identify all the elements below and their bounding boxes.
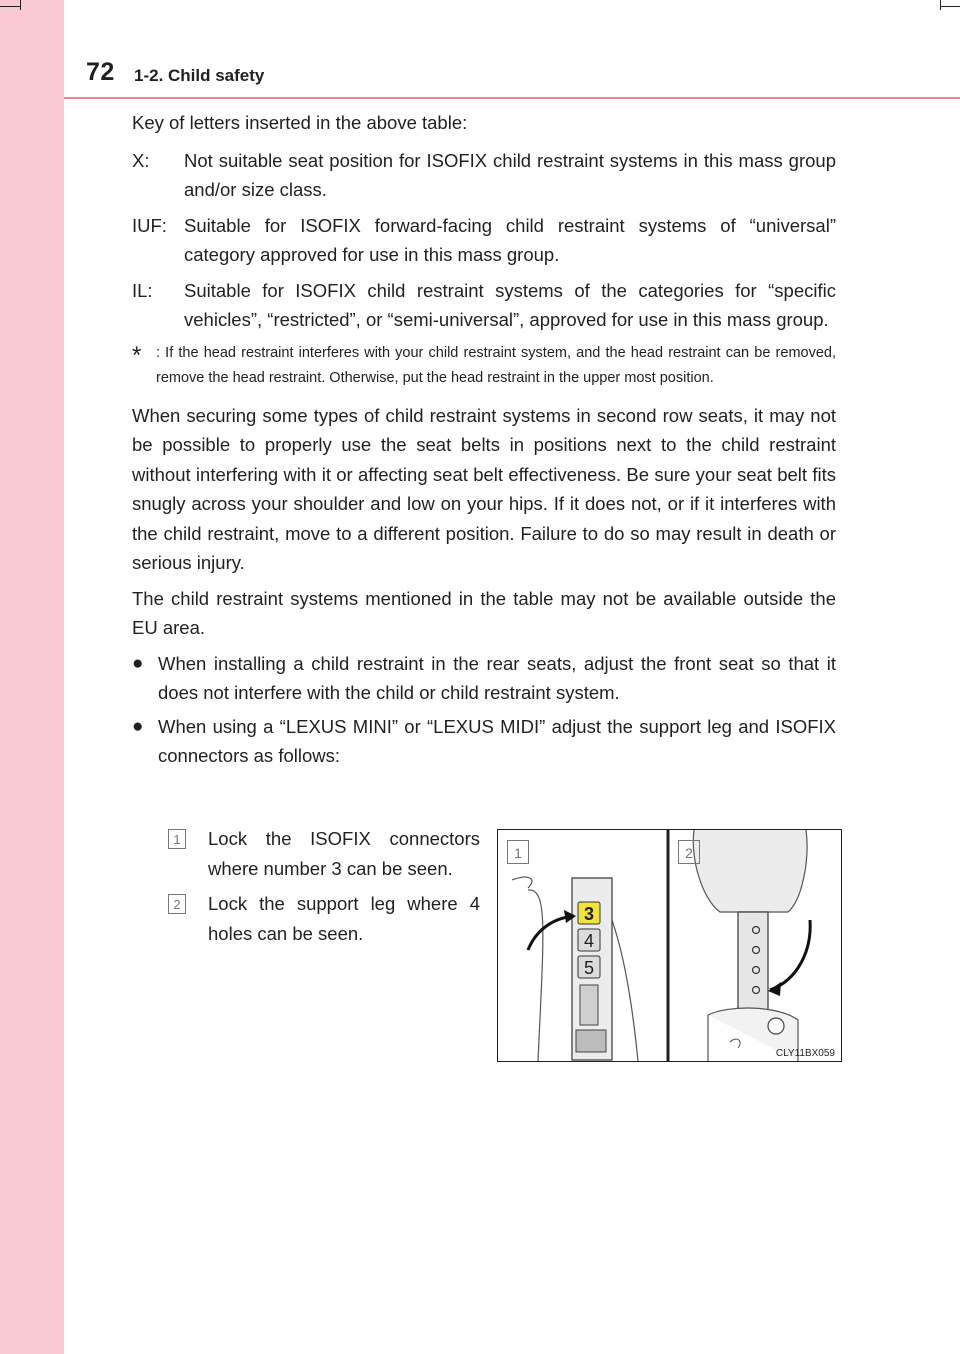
figure-code: CLY11BX059 bbox=[775, 1048, 835, 1059]
step-list bbox=[168, 824, 480, 954]
footnote bbox=[132, 341, 836, 391]
definition-key: IL: bbox=[132, 279, 153, 301]
footnote-text: : If the head restraint interferes with your child restraint system, and the head restraint can be removed, remove the head restraint. Otherwise, put the head restraint in the upper most position. bbox=[156, 344, 836, 386]
definition-key: IUF: bbox=[132, 214, 167, 236]
footnote-asterisk: * bbox=[132, 341, 142, 369]
panel-number-1: 1 bbox=[507, 840, 529, 864]
crop-mark-right-h bbox=[940, 6, 960, 7]
step-text: Lock the support leg where 4 holes can be seen. bbox=[208, 893, 480, 944]
definition-text: Suitable for ISOFIX forward-facing child restraint systems of “universal” category approved for use in this mass group. bbox=[184, 214, 836, 265]
paragraph-eu-availability: The child restraint systems mentioned in the table may not be available outside the EU area. bbox=[132, 587, 836, 638]
key-intro: Key of letters inserted in the above table: bbox=[132, 112, 468, 133]
crop-mark-right bbox=[940, 0, 941, 10]
definition-iuf bbox=[132, 211, 836, 270]
paragraph-seatbelt-warning: When securing some types of child restraint systems in second row seats, it may not be possible to properly use the seat belts in positions next to the child restraint without interfering with it or affecting seat belt effectiveness. Be sure your seat belt fits snugly across your shoulder and low on your hips. If it does not, or if it interferes with the child restraint, move to a different position. Failure to do so may result in death or serious injury. bbox=[132, 404, 836, 573]
definition-text: Not suitable seat position for ISOFIX child restraint systems in this mass group and/or size class. bbox=[184, 149, 836, 200]
bullet-text: When installing a child restraint in the rear seats, adjust the front seat so that it does not interfere with the child or child restraint system. bbox=[158, 652, 836, 703]
page-number: 72 bbox=[86, 58, 115, 86]
definition-key: X: bbox=[132, 149, 150, 171]
connector-digit-5: 5 bbox=[583, 958, 595, 978]
step-2 bbox=[168, 889, 480, 948]
step-number-badge: 1 bbox=[168, 829, 186, 849]
main-content bbox=[132, 108, 836, 775]
bullet-text: When using a “LEXUS MINI” or “LEXUS MIDI” adjust the support leg and ISOFIX connectors as follows: bbox=[158, 715, 836, 766]
definition-il bbox=[132, 276, 836, 335]
illustration-drawing bbox=[498, 830, 841, 1061]
step-text: Lock the ISOFIX connectors where number 3 can be seen. bbox=[208, 828, 480, 879]
crop-mark-left bbox=[20, 0, 21, 10]
page-header bbox=[64, 56, 960, 96]
bullet-icon: ● bbox=[132, 715, 144, 737]
panel-number-2: 2 bbox=[678, 840, 700, 864]
bullet-lexus-mini-midi bbox=[132, 712, 836, 771]
isofix-illustration bbox=[497, 829, 842, 1062]
bullet-icon: ● bbox=[132, 652, 144, 674]
step-number-badge: 2 bbox=[168, 894, 186, 914]
connector-digit-4: 4 bbox=[583, 931, 595, 951]
header-rule bbox=[64, 97, 960, 99]
bullet-front-seat bbox=[132, 649, 836, 708]
section-title: 1-2. Child safety bbox=[134, 66, 265, 85]
crop-mark-left-h bbox=[0, 6, 20, 7]
step-1 bbox=[168, 824, 480, 883]
definition-text: Suitable for ISOFIX child restraint systems of the categories for “specific vehicles”, “restricted”, or “semi-universal”, approved for use in this mass group. bbox=[184, 279, 836, 330]
connector-digit-3: 3 bbox=[583, 904, 595, 924]
page-sidebar-band bbox=[0, 0, 64, 1354]
definition-x bbox=[132, 146, 836, 205]
